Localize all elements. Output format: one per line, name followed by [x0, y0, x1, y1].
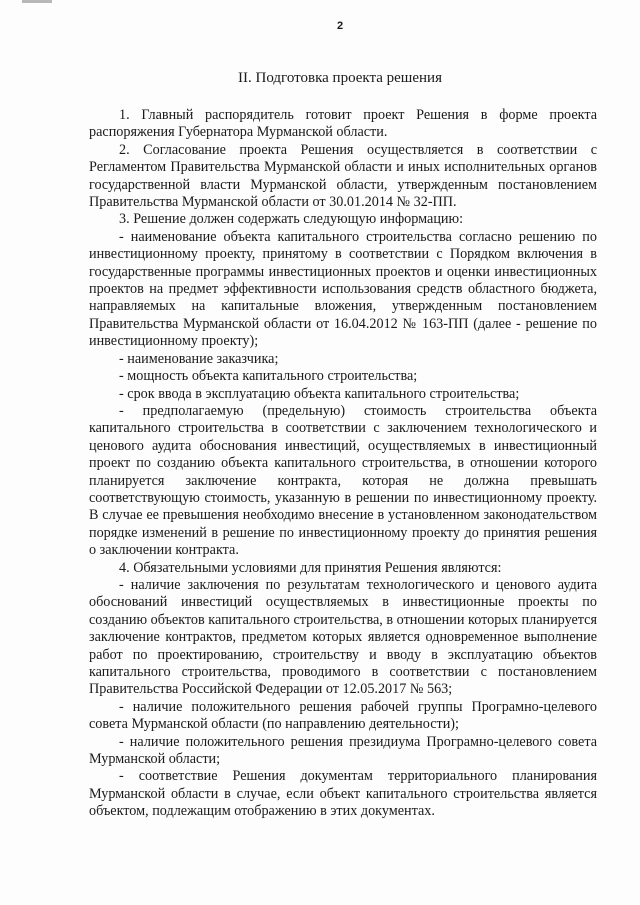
list-item-audit-conclusion: - наличие заключения по результатам технологического и ценового аудита обоснований инвестиций осуществляемых в инвестиционные проекты по созданию объектов капитального строительства, в отношении которых планируется заключение контрактов, предметом которых является одновременное выполнение работ по проектированию, строительству и вводу в эксплуатацию объектов капитального строительства, проводимого в соответствии с постановлением Правительства Российской Федерации от 12.05.2017 № 563; [89, 576, 597, 698]
list-item-capacity: - мощность объекта капитального строительства; [119, 368, 418, 385]
paragraph-4: 4. Обязательными условиями для принятия Решения являются: [119, 559, 502, 576]
list-item-object-name: - наименование объекта капитального строительства согласно решению по инвестиционному проекту, принятому в соответствии с Порядком включения в государственные программы инвестиционных проектов и оценки инвестиционных проектов на предмет эффективности использования средств областного бюджета, направляемых на капитальные вложения, утвержденным постановлением Правительства Мурманской области от 16.04.2012 № 163-ПП (далее - решение по инвестиционному проекту); [89, 228, 597, 350]
document-body [89, 107, 597, 821]
section-title: II. Подготовка проекта решения [238, 70, 442, 86]
list-item-working-group-decision: - наличие положительного решения рабочей группы Програмно-целевого совета Мурманской области (по направлению деятельности); [89, 698, 597, 733]
scan-artifact [22, 0, 52, 3]
paragraph-1: 1. Главный распорядитель готовит проект Решения в форме проекта распоряжения Губернатора Мурманской области. [89, 107, 597, 141]
list-item-territorial-planning: - соответствие Решения документам территориального планирования Мурманской области в случае, если объект капитального строительства является объектом, подлежащим отображению в этих документах. [89, 768, 597, 820]
list-item-estimated-cost: - предполагаемую (предельную) стоимость строительства объекта капитального строительства в соответствии с заключением технологического и ценового аудита обоснования инвестиций, осуществляемых в инвестиционный проект по созданию объекта капитального строительства, в отношении которого планируется заключение контракта, которая не должна превышать соответствующую стоимость, указанную в решении по инвестиционному проекту. В случае ее превышения необходимо внесение в установленном законодательством порядке изменений в решение по инвестиционному проекту до принятия решения о заключении контракта. [89, 402, 597, 559]
paragraph-2: 2. Согласование проекта Решения осуществляется в соответствии с Регламентом Правительства Мурманской области и иных исполнительных органов государственной власти Мурманской области, утвержденным постановлением Правительства Мурманской области от 30.01.2014 № 32-ПП. [89, 141, 597, 211]
list-item-presidium-decision: - наличие положительного решения президиума Програмно-целевого совета Мурманской области; [89, 733, 597, 768]
paragraph-3: 3. Решение должен содержать следующую информацию: [119, 211, 464, 228]
page-number: 2 [336, 20, 344, 32]
list-item-customer-name: - наименование заказчика; [119, 350, 279, 367]
list-item-commissioning-date: - срок ввода в эксплуатацию объекта капитального строительства; [119, 385, 520, 402]
